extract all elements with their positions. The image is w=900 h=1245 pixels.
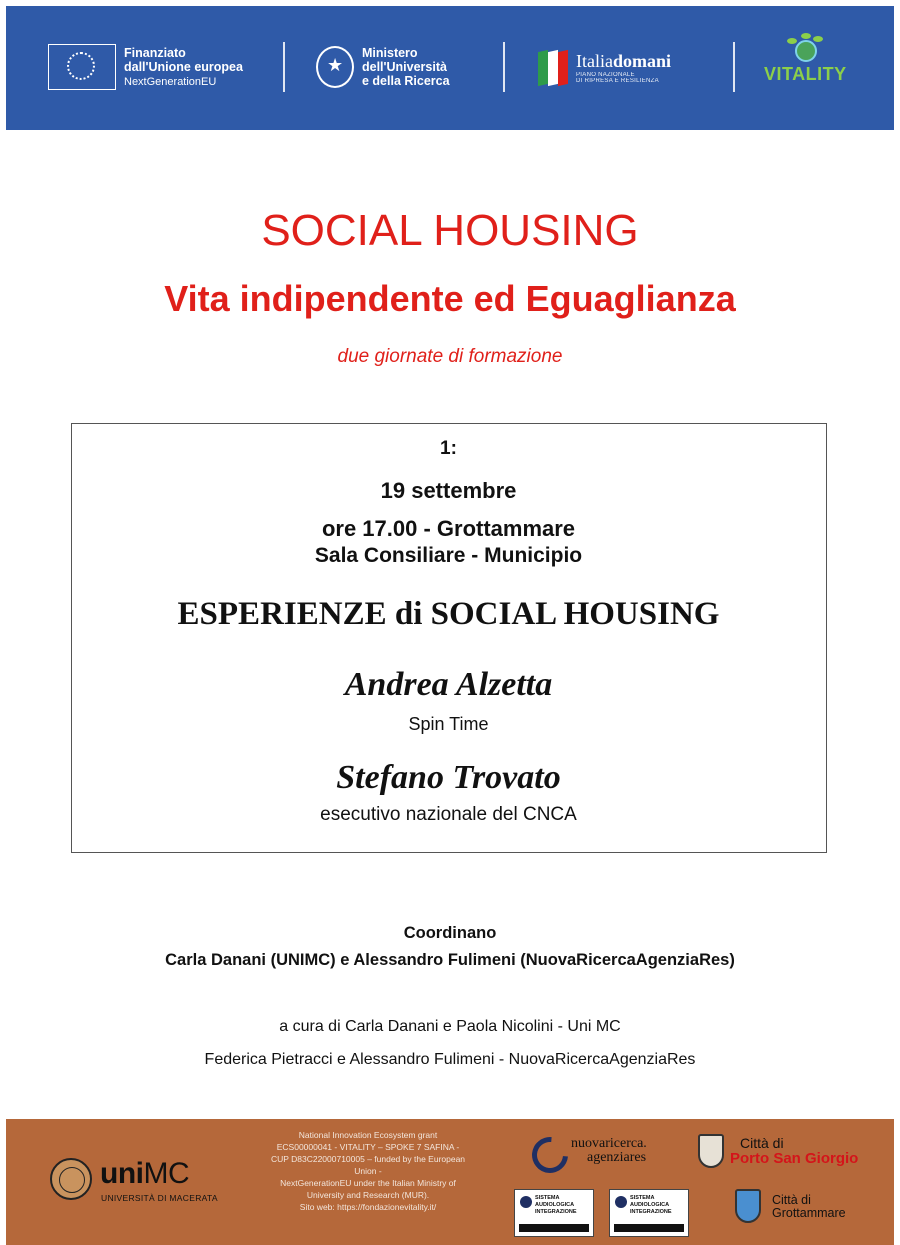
event-time-place: ore 17.00 - Grottammare xyxy=(321,516,576,541)
main-title: SOCIAL HOUSING xyxy=(261,206,639,255)
event-venue: Sala Consiliare - Municipio xyxy=(314,544,583,567)
italiadomani-logo xyxy=(536,36,671,98)
header-divider xyxy=(283,42,285,92)
speaker-role: Spin Time xyxy=(408,714,489,734)
certification-badge xyxy=(609,1189,689,1237)
grottammare-crest-icon xyxy=(735,1189,761,1223)
grottammare-logo xyxy=(772,1194,846,1220)
event-box xyxy=(71,423,827,853)
partner-footer xyxy=(6,1119,894,1245)
event-topic: ESPERIENZE di SOCIAL HOUSING xyxy=(177,596,720,632)
grant-line: Union - xyxy=(354,1166,382,1176)
nuovaricerca-logo xyxy=(571,1137,647,1165)
unimc-mc: MC xyxy=(143,1157,190,1190)
eu-line1: Finanziato xyxy=(124,45,186,60)
grant-line: University and Research (MUR). xyxy=(306,1190,430,1200)
grant-line: ECS00000041 - VITALITY – SPOKE 7 SAFINA - xyxy=(276,1142,460,1152)
eu-line3: NextGenerationEU xyxy=(124,75,217,88)
tagline: due giornate di formazione xyxy=(337,346,563,367)
grant-line: NextGenerationEU under the Italian Ministry of xyxy=(280,1178,456,1188)
sponsor-header xyxy=(6,6,894,130)
coordination-names: Carla Danani (UNIMC) e Alessandro Fulimeni (NuovaRicercaAgenziaRes) xyxy=(165,951,735,969)
credits-line1: a cura di Carla Danani e Paola Nicolini - Uni MC xyxy=(279,1018,621,1035)
subtitle: Vita indipendente ed Eguaglianza xyxy=(164,278,736,319)
ministry-text xyxy=(362,46,450,88)
nuovaricerca-mark-icon xyxy=(525,1130,576,1181)
event-date: 19 settembre xyxy=(380,478,517,503)
unimc-uni: uni xyxy=(100,1157,144,1190)
porto-prefix: Città di xyxy=(740,1135,784,1151)
republic-emblem-icon xyxy=(316,46,354,88)
grant-line: National Innovation Ecosystem grant xyxy=(298,1130,438,1140)
grottammare-name: Grottammare xyxy=(772,1206,846,1220)
speaker-name: Andrea Alzetta xyxy=(344,666,553,703)
cert-label: SISTEMA AUDIOLOGICA INTEGRAZIONE xyxy=(630,1195,672,1215)
day-marker: 1: xyxy=(440,438,457,459)
poster xyxy=(6,6,894,1239)
speaker-name: Stefano Trovato xyxy=(336,759,561,796)
cert-label: SISTEMA AUDIOLOGICA INTEGRAZIONE xyxy=(535,1195,577,1215)
porto-san-giorgio-crest-icon xyxy=(698,1134,724,1168)
nuovaricerca-line2: agenziares xyxy=(587,1150,647,1165)
unimc-logo xyxy=(100,1157,189,1191)
speaker-role: esecutivo nazionale del CNCA xyxy=(320,804,577,825)
nuovaricerca-line1: nuovaricerca. xyxy=(571,1136,647,1151)
italy-flag-icon xyxy=(536,47,572,87)
certification-badge xyxy=(514,1189,594,1237)
eu-flag-icon xyxy=(48,44,116,90)
grant-note xyxy=(240,1129,496,1213)
italiadomani-name-a: Italia xyxy=(576,50,613,71)
credits-line2: Federica Pietracci e Alessandro Fulimeni - NuovaRicercaAgenziaRes xyxy=(204,1051,696,1068)
grant-line: CUP D83C22000710005 – funded by the European xyxy=(270,1154,466,1164)
unimc-subtitle: UNIVERSITÀ DI MACERATA xyxy=(101,1193,218,1203)
ministry-line3: e della Ricerca xyxy=(362,74,450,88)
vitality-globe-icon xyxy=(785,36,825,64)
unimc-seal-icon xyxy=(50,1158,92,1200)
grottammare-prefix: Città di xyxy=(772,1193,811,1207)
ministry-logo xyxy=(316,36,450,98)
italiadomani-sub1: PIANO NAZIONALE xyxy=(576,71,635,78)
italiadomani-name-b: domani xyxy=(612,50,672,71)
eu-line2: dall'Unione europea xyxy=(124,59,243,74)
eu-logo xyxy=(48,36,243,98)
coordination-label: Coordinano xyxy=(403,924,497,942)
ministry-line2: dell'Università xyxy=(362,60,447,74)
italiadomani-sub2: DI RIPRESA E RESILIENZA xyxy=(576,77,659,84)
header-divider xyxy=(503,42,505,92)
eu-text xyxy=(124,46,243,89)
ministry-line1: Ministero xyxy=(362,46,418,60)
header-divider xyxy=(733,42,735,92)
italiadomani-text xyxy=(576,51,671,84)
porto-san-giorgio-logo xyxy=(730,1136,858,1166)
vitality-logo xyxy=(764,36,847,98)
vitality-name: VITALITY xyxy=(764,64,847,84)
grant-line: Sito web: https://fondazionevitality.it/ xyxy=(299,1202,437,1212)
porto-name: Porto San Giorgio xyxy=(730,1150,859,1167)
